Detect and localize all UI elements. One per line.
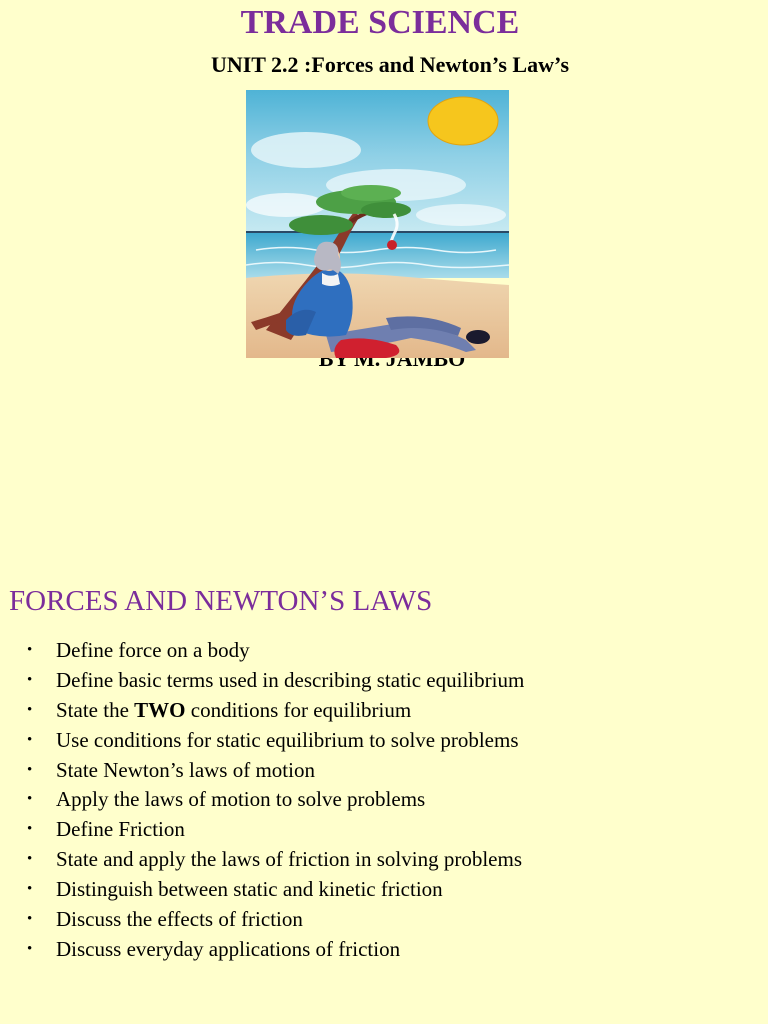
list-item bbox=[0, 785, 524, 815]
objective-text: Discuss the effects of friction bbox=[56, 907, 303, 932]
list-item bbox=[0, 726, 524, 756]
list-item bbox=[0, 696, 524, 726]
list-item bbox=[0, 666, 524, 696]
bullet-icon: • bbox=[27, 911, 33, 928]
bullet-icon: • bbox=[27, 821, 33, 838]
objective-text: Define force on a body bbox=[56, 638, 250, 662]
page-title: TRADE SCIENCE bbox=[240, 4, 520, 41]
list-item bbox=[0, 845, 524, 875]
bullet-icon: • bbox=[27, 671, 33, 688]
objective-text: Define Friction bbox=[56, 817, 185, 842]
objective-text: State and apply the laws of friction in solving problems bbox=[56, 847, 522, 872]
objective-text: Apply the laws of motion to solve problems bbox=[56, 787, 426, 812]
list-item bbox=[0, 756, 524, 786]
objective-emphasis: TWO bbox=[134, 697, 186, 722]
list-item bbox=[0, 636, 524, 666]
list-item bbox=[0, 815, 524, 845]
bullet-icon: • bbox=[27, 791, 33, 808]
bullet-icon: • bbox=[27, 851, 33, 868]
bullet-icon: • bbox=[27, 881, 33, 898]
bullet-icon: • bbox=[27, 701, 33, 718]
bullet-icon: • bbox=[27, 642, 33, 658]
list-item bbox=[0, 875, 524, 905]
objective-text: State Newton’s laws of motion bbox=[56, 757, 315, 782]
bullet-icon: • bbox=[27, 940, 33, 957]
list-item bbox=[0, 905, 524, 935]
unit-subtitle: UNIT 2.2 :Forces and Newton’s Law’s bbox=[210, 52, 570, 77]
newton-illustration bbox=[246, 90, 509, 358]
objective-text: conditions for equilibrium bbox=[185, 697, 412, 722]
objective-text: Use conditions for static equilibrium to solve problems bbox=[56, 727, 519, 752]
list-item bbox=[0, 935, 524, 965]
bullet-icon: • bbox=[27, 731, 33, 748]
bullet-icon: • bbox=[27, 761, 33, 778]
objective-text: Discuss everyday applications of friction bbox=[56, 936, 401, 961]
objective-text: State the bbox=[56, 697, 135, 722]
objectives-list bbox=[0, 636, 524, 965]
section-heading: FORCES AND NEWTON’S LAWS bbox=[9, 585, 433, 617]
objective-text: Distinguish between static and kinetic friction bbox=[56, 877, 443, 902]
objective-text: Define basic terms used in describing static equilibrium bbox=[56, 667, 525, 692]
